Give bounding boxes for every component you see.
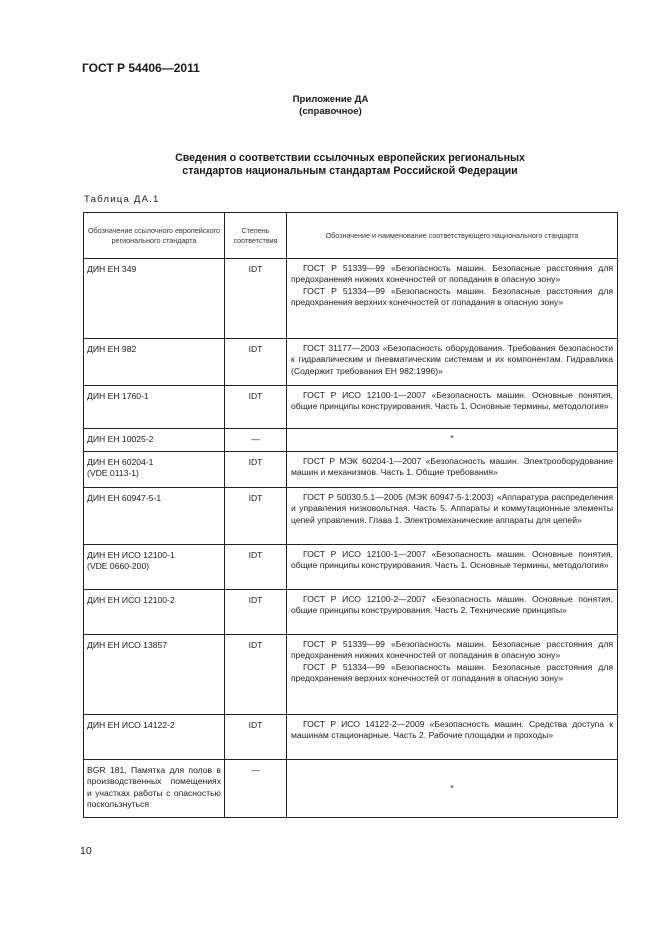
reference-text: ДИН ЕН 60947-5-1 [87, 493, 162, 503]
cell-national-standard [287, 545, 618, 590]
reference-text: ДИН ЕН 10025-2 [87, 434, 154, 444]
cell-reference [84, 590, 225, 635]
header-reference-standard: Обозначение ссылочного европейского регионального стандарта [84, 213, 225, 259]
header-degree: Степень соответствия [225, 213, 287, 259]
standard-text: ГОСТ Р ИСО 12100-1—2007 «Безопасность машин. Основные понятия, общие принципы конструирования. Часть 1. Основные термины, методология» [291, 549, 613, 571]
cell-degree: IDT [225, 715, 287, 760]
reference-text: ДИН ЕН ИСО 13857 [87, 640, 168, 650]
section-title-line-2: стандартов национальным стандартам Российской Федерации [182, 165, 518, 177]
correspondence-table [83, 212, 618, 818]
cell-degree: IDT [225, 545, 287, 590]
cell-reference [84, 339, 225, 386]
table-row [84, 590, 618, 635]
cell-degree: IDT [225, 386, 287, 429]
standard-text: ГОСТ Р ИСО 12100-2—2007 «Безопасность машин. Основные понятия, общие принципы конструирования. Часть 2. Технические принципы» [291, 594, 613, 616]
cell-national-standard [287, 590, 618, 635]
standard-text: ГОСТ Р 51334—99 «Безопасность машин. Безопасные расстояния для предохранения верхних конечностей от попадания в опасную зону» [291, 285, 613, 308]
cell-degree: IDT [225, 488, 287, 545]
table-header-row [84, 213, 618, 259]
cell-national-standard [287, 635, 618, 715]
reference-text: ДИН ЕН 982 [87, 344, 137, 354]
table-row [84, 339, 618, 386]
standard-text: ГОСТ Р МЭК 60204-1—2007 «Безопасность машин. Электрооборудование машин и механизмов. Часть 1. Общие требования» [291, 456, 613, 478]
appendix-heading [0, 94, 661, 118]
reference-text: ДИН ЕН 60204-1 [87, 457, 154, 467]
cell-reference [84, 429, 225, 452]
table-row [84, 452, 618, 488]
table-row [84, 259, 618, 339]
cell-degree: IDT [225, 590, 287, 635]
standard-text: * [450, 433, 454, 443]
section-title-line-1: Сведения о соответствии ссылочных европейских региональных [175, 152, 525, 164]
standard-text: ГОСТ Р ИСО 14122-2—2009 «Безопасность машин. Средства доступа к машинам стационарные. Часть 2. Рабочие площадки и проходы» [291, 719, 613, 741]
standard-text: ГОСТ Р 51339—99 «Безопасность машин. Безопасные расстояния для предохранения нижних конечностей от попадания в опасную зону» [291, 639, 613, 661]
standard-text: ГОСТ Р 51334—99 «Безопасность машин. Безопасные расстояния для предохранения верхних конечностей от попадания в опасную зону» [291, 661, 613, 684]
cell-reference [84, 635, 225, 715]
table-caption: Таблица ДА.1 [84, 194, 160, 205]
reference-subtext: (VDE 0660-200) [87, 561, 150, 572]
cell-degree: IDT [225, 259, 287, 339]
reference-text: ДИН ЕН ИСО 12100-1 [87, 550, 175, 560]
cell-reference [84, 715, 225, 760]
cell-degree: IDT [225, 452, 287, 488]
cell-reference [84, 259, 225, 339]
cell-national-standard [287, 259, 618, 339]
table-row [84, 488, 618, 545]
cell-degree: — [225, 760, 287, 818]
appendix-subtitle: (справочное) [299, 106, 362, 117]
cell-national-standard [287, 760, 618, 818]
appendix-title: Приложение ДА [292, 94, 369, 105]
section-title [0, 152, 661, 178]
cell-reference [84, 760, 225, 818]
cell-national-standard [287, 429, 618, 452]
cell-reference [84, 386, 225, 429]
cell-degree: — [225, 429, 287, 452]
table-row [84, 429, 618, 452]
table-row [84, 715, 618, 760]
standard-text: ГОСТ 31177—2003 «Безопасность оборудования. Требования безопасности к гидравлическим и пневматическим системам и их компонентам. Гидравлика (Содержит требования ЕН 982:1996)» [291, 343, 613, 376]
cell-degree: IDT [225, 635, 287, 715]
reference-text: ДИН ЕН ИСО 12100-2 [87, 595, 175, 605]
cell-national-standard [287, 715, 618, 760]
table-row [84, 635, 618, 715]
table-row [84, 760, 618, 818]
cell-degree: IDT [225, 339, 287, 386]
standard-text: * [450, 783, 454, 794]
reference-text: ДИН ЕН ИСО 14122-2 [87, 720, 175, 730]
cell-reference [84, 545, 225, 590]
table-row [84, 386, 618, 429]
standard-text: ГОСТ Р 51339—99 «Безопасность машин. Безопасные расстояния для предохранения нижних конечностей от попадания в опасную зону» [291, 263, 613, 285]
cell-reference [84, 488, 225, 545]
reference-text: BGR 181, Памятка для полов в производственных помещениях и участках работы с опасностью поскользнуться [87, 765, 221, 810]
standard-text: ГОСТ Р 50030.5.1—2005 (МЭК 60947-5-1:2003) «Аппаратура распределения и управления низковольтная. Часть 5. Аппараты и коммутационные элементы цепей управления. Глава 1. Электромеханические аппараты для цепей» [291, 492, 613, 525]
cell-national-standard [287, 452, 618, 488]
cell-national-standard [287, 488, 618, 545]
standard-text: ГОСТ Р ИСО 12100-1—2007 «Безопасность машин. Основные понятия, общие принципы конструирования. Часть 1. Основные термины, методология» [291, 390, 613, 412]
cell-national-standard [287, 339, 618, 386]
reference-text: ДИН ЕН 1760-1 [87, 391, 149, 401]
table-row [84, 545, 618, 590]
header-national-standard: Обозначение и наименование соответствующего национального стандарта [287, 213, 618, 259]
document-id: ГОСТ Р 54406—2011 [82, 61, 200, 75]
cell-reference [84, 452, 225, 488]
cell-national-standard [287, 386, 618, 429]
reference-subtext: (VDE 0113-1) [87, 468, 139, 479]
page-number: 10 [80, 845, 92, 857]
reference-text: ДИН ЕН 349 [87, 264, 137, 274]
